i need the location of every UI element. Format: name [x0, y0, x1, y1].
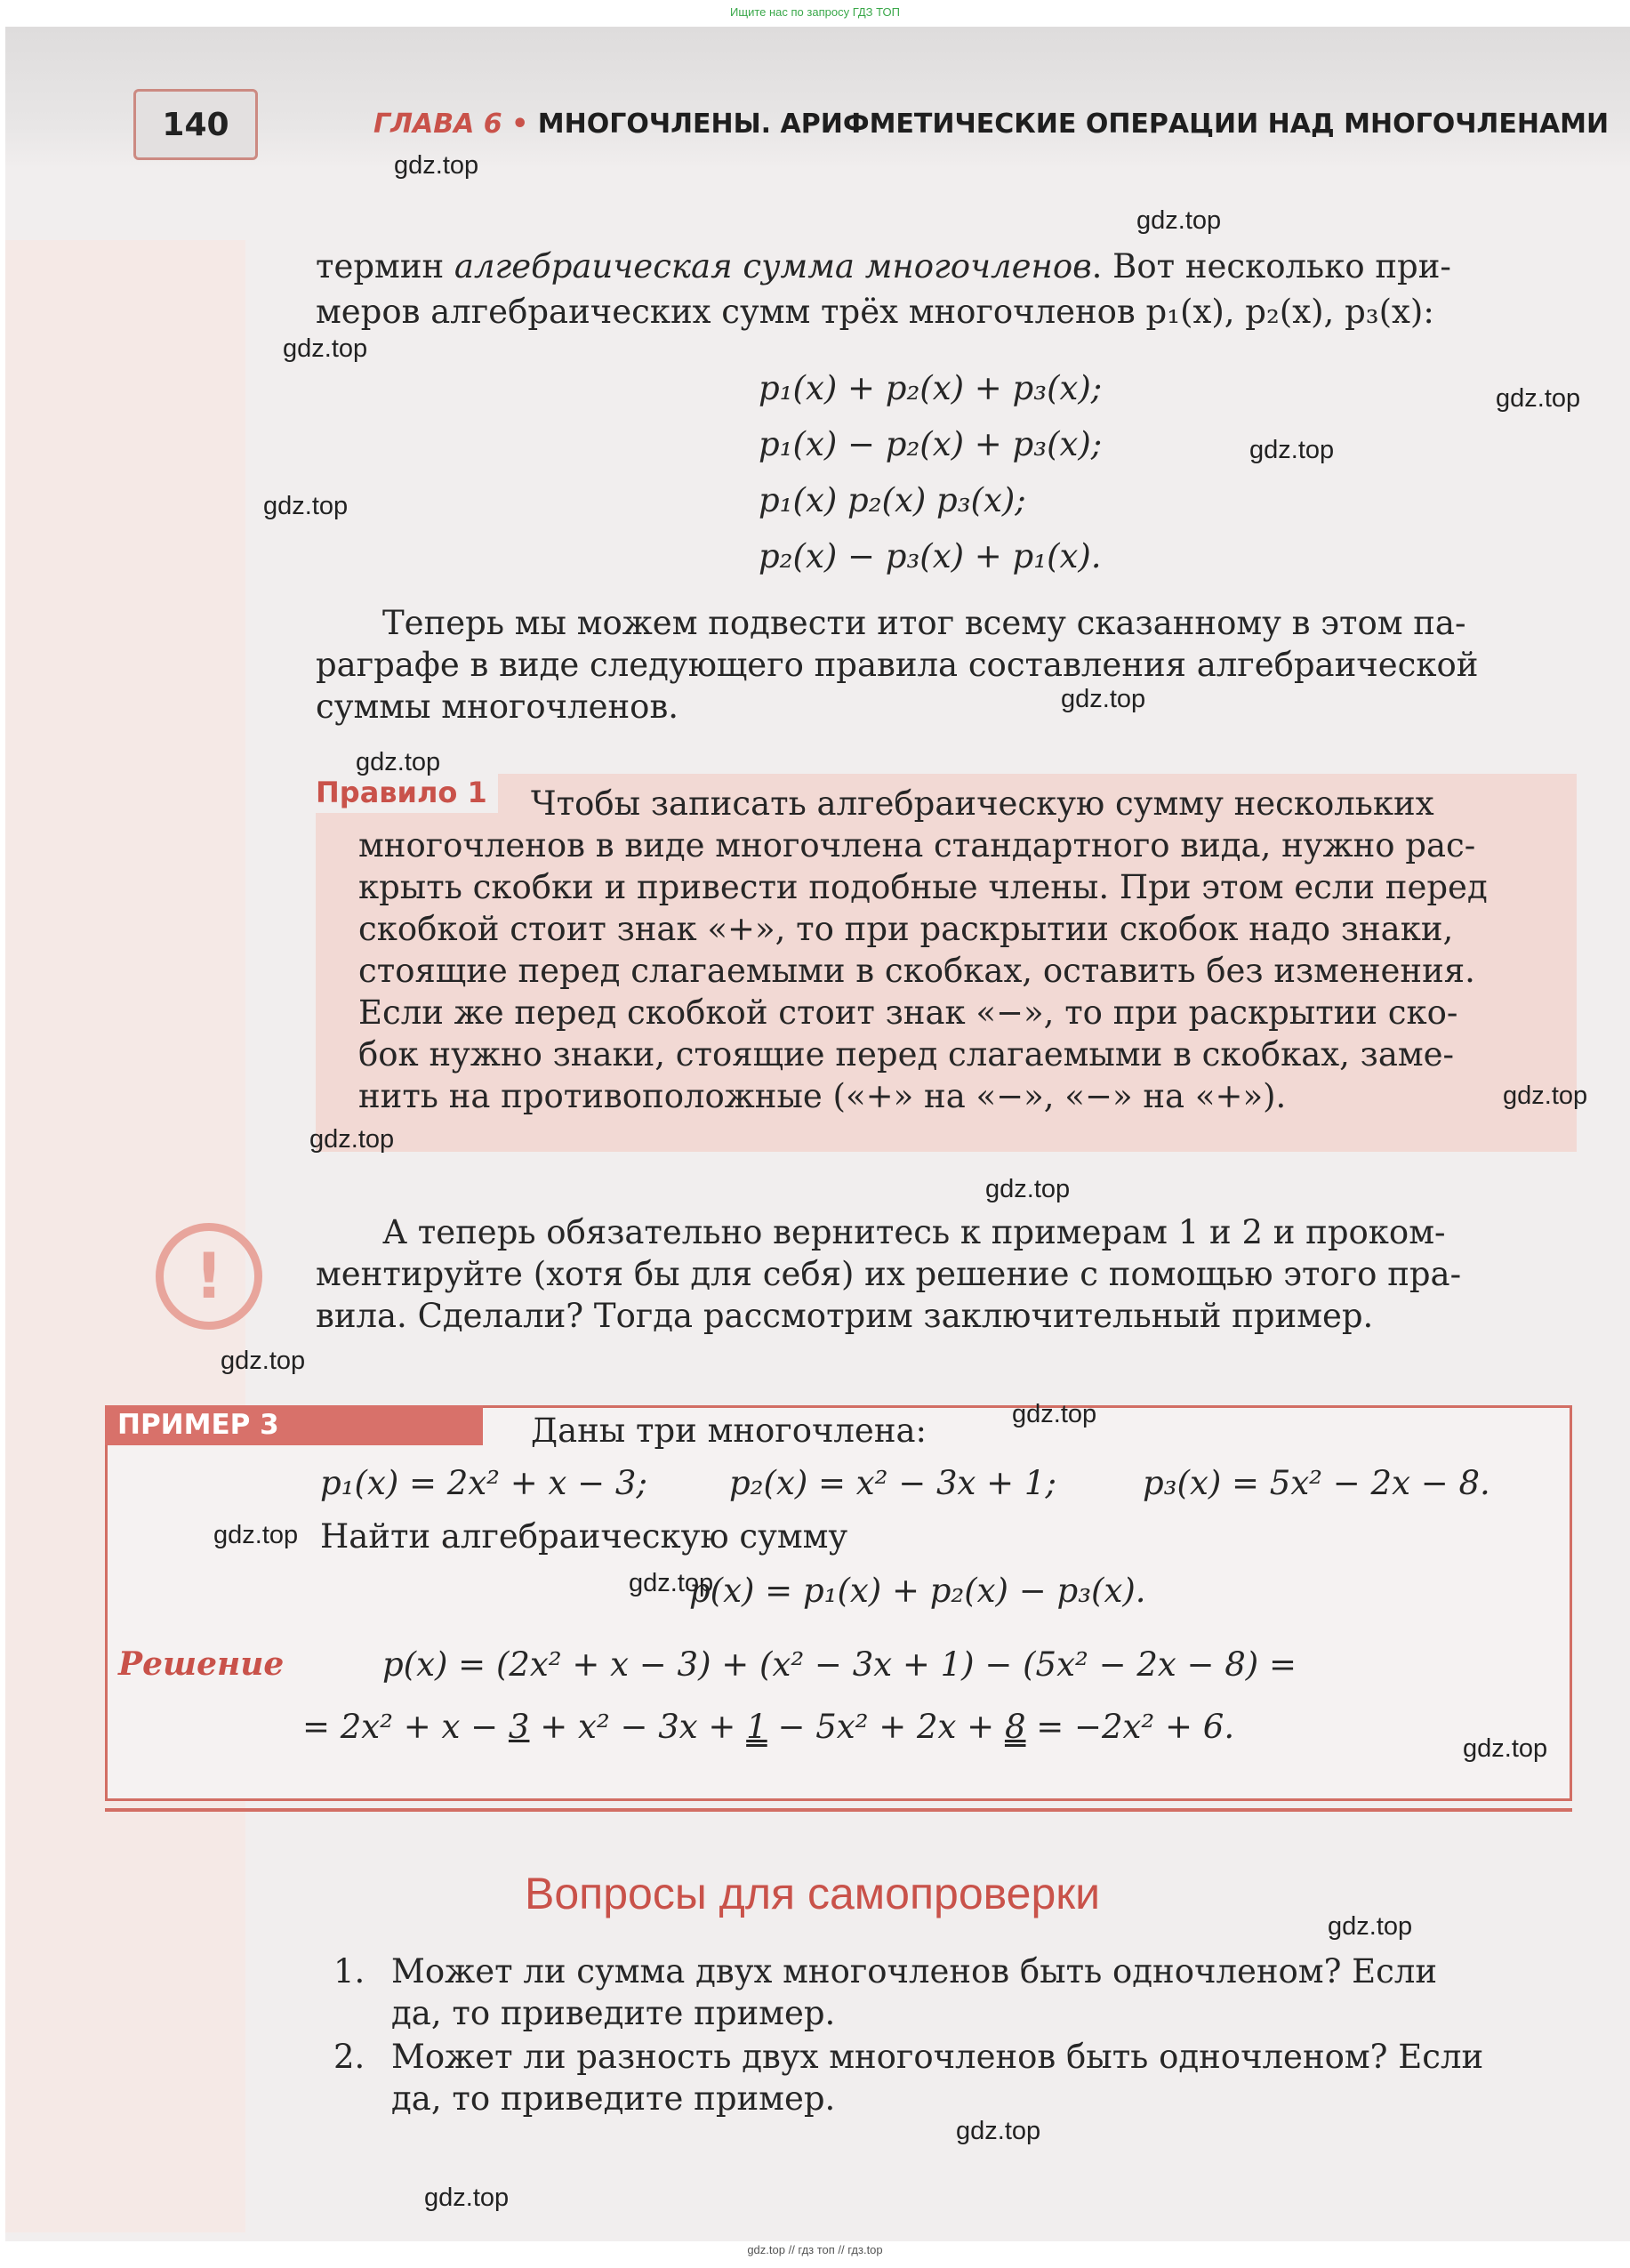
rule-line-1: Чтобы записать алгебраическую сумму нескольких	[531, 784, 1434, 823]
watermark: gdz.top	[956, 2117, 1041, 2145]
solution-part: − 5x² + 2x +	[767, 1708, 1005, 1746]
sum-formula-1: p₁(x) + p₂(x) + p₃(x);	[759, 369, 1103, 407]
question-1-number: 1.	[333, 1952, 365, 1991]
example-p3: p₃(x) = 5x² − 2x − 8.	[1143, 1464, 1490, 1502]
rule-line-7: бок нужно знаки, стоящие перед слагаемыми в скобках, заме-	[358, 1035, 1455, 1074]
intro-emphasis: алгебраическая сумма многочленов	[454, 247, 1092, 286]
solution-label: Решение	[118, 1645, 285, 1683]
rule-line-5: стоящие перед слагаемыми в скобках, оставить без изменения.	[358, 952, 1475, 990]
summary-line-1: Теперь мы можем подвести итог всему сказанному в этом па-	[382, 604, 1466, 642]
exclamation-icon: !	[156, 1223, 262, 1330]
watermark: gdz.top	[394, 151, 479, 180]
rule-line-8: нить на противоположные («+» на «−», «−» на «+»).	[358, 1077, 1287, 1115]
solution-underlined-8: 8	[1004, 1708, 1026, 1746]
bottom-note: gdz.top // гдз топ // гдз.top	[747, 2243, 883, 2256]
watermark: gdz.top	[213, 1521, 299, 1549]
example-target: p(x) = p₁(x) + p₂(x) − p₃(x).	[689, 1572, 1146, 1610]
rule-line-4: скобкой стоит знак «+», то при раскрытии скобок надо знаки,	[358, 910, 1454, 948]
solution-underlined-3: 3	[508, 1708, 530, 1746]
watermark: gdz.top	[356, 748, 441, 776]
rule-label: Правило 1	[316, 774, 498, 813]
watermark: gdz.top	[1463, 1734, 1548, 1763]
question-1-line-2: да, то приведите пример.	[391, 1994, 836, 2032]
intro-text-end: . Вот несколько при-	[1091, 247, 1451, 286]
watermark: gdz.top	[424, 2184, 510, 2212]
rule-line-2: многочленов в виде многочлена стандартного вида, нужно рас-	[358, 826, 1476, 865]
separator-line	[105, 1808, 1572, 1812]
watermark: gdz.top	[1249, 436, 1335, 464]
watermark: gdz.top	[1061, 685, 1146, 713]
solution-result: = −2x² + 6.	[1025, 1708, 1235, 1746]
chapter-title: МНОГОЧЛЕНЫ. АРИФМЕТИЧЕСКИЕ ОПЕРАЦИИ НАД МНОГОЧЛЕНАМИ	[537, 109, 1610, 140]
solution-line-1: p(x) = (2x² + x − 3) + (x² − 3x + 1) − (5x² − 2x − 8) =	[382, 1645, 1297, 1684]
question-2-line-2: да, то приведите пример.	[391, 2079, 836, 2118]
intro-text: термин	[316, 247, 454, 286]
question-1-line-1: Может ли сумма двух многочленов быть одночленом? Если	[391, 1952, 1438, 1991]
questions-title: Вопросы для самопроверки	[525, 1869, 1101, 1918]
solution-part: + x² − 3x +	[529, 1708, 747, 1746]
chapter-label: ГЛАВА 6	[373, 109, 502, 140]
sum-formula-2: p₁(x) − p₂(x) + p₃(x);	[759, 425, 1103, 463]
watermark: gdz.top	[309, 1125, 395, 1154]
question-2-line-1: Может ли разность двух многочленов быть одночленом? Если	[391, 2038, 1484, 2076]
solution-line-2	[302, 1708, 1234, 1746]
watermark: gdz.top	[985, 1175, 1071, 1203]
watermark: gdz.top	[1328, 1912, 1413, 1941]
watermark: gdz.top	[263, 492, 349, 520]
reminder-line-2: ментируйте (хотя бы для себя) их решение с помощью этого пра-	[316, 1255, 1462, 1293]
example-task: Найти алгебраическую сумму	[320, 1517, 848, 1556]
question-2-number: 2.	[333, 2038, 365, 2076]
watermark: gdz.top	[1503, 1082, 1588, 1110]
watermark: gdz.top	[221, 1347, 306, 1375]
page-number: 140	[133, 89, 258, 160]
solution-underlined-1: 1	[746, 1708, 767, 1746]
rule-line-6: Если же перед скобкой стоит знак «−», то при раскрытии ско-	[358, 993, 1458, 1032]
top-note: Ищите нас по запросу ГДЗ ТОП	[730, 5, 900, 19]
chapter-header	[373, 109, 1609, 140]
intro-line-2: меров алгебраических сумм трёх многочленов p₁(x), p₂(x), p₃(x):	[316, 293, 1434, 331]
watermark: gdz.top	[283, 334, 368, 363]
summary-line-2: раграфе в виде следующего правила составления алгебраической	[316, 646, 1479, 684]
example-p2: p₂(x) = x² − 3x + 1;	[729, 1464, 1056, 1502]
watermark: gdz.top	[1496, 384, 1581, 413]
summary-line-3: суммы многочленов.	[316, 688, 679, 726]
sum-formula-4: p₂(x) − p₃(x) + p₁(x).	[759, 537, 1102, 575]
reminder-line-3: вила. Сделали? Тогда рассмотрим заключительный пример.	[316, 1297, 1374, 1335]
rule-line-3: крыть скобки и привести подобные члены. При этом если перед	[358, 868, 1488, 906]
example-label: ПРИМЕР 3	[105, 1405, 483, 1445]
sum-formula-3: p₁(x) p₂(x) p₃(x);	[759, 481, 1026, 519]
watermark: gdz.top	[1136, 206, 1222, 235]
watermark: gdz.top	[629, 1569, 714, 1597]
example-given: Даны три многочлена:	[531, 1411, 927, 1450]
watermark: gdz.top	[1012, 1400, 1097, 1428]
chapter-dot: •	[511, 109, 529, 140]
reminder-line-1: А теперь обязательно вернитесь к примерам 1 и 2 и проком-	[382, 1213, 1446, 1251]
intro-line-1	[316, 245, 1451, 287]
solution-part: = 2x² + x −	[302, 1708, 509, 1746]
example-p1: p₁(x) = 2x² + x − 3;	[320, 1464, 647, 1502]
